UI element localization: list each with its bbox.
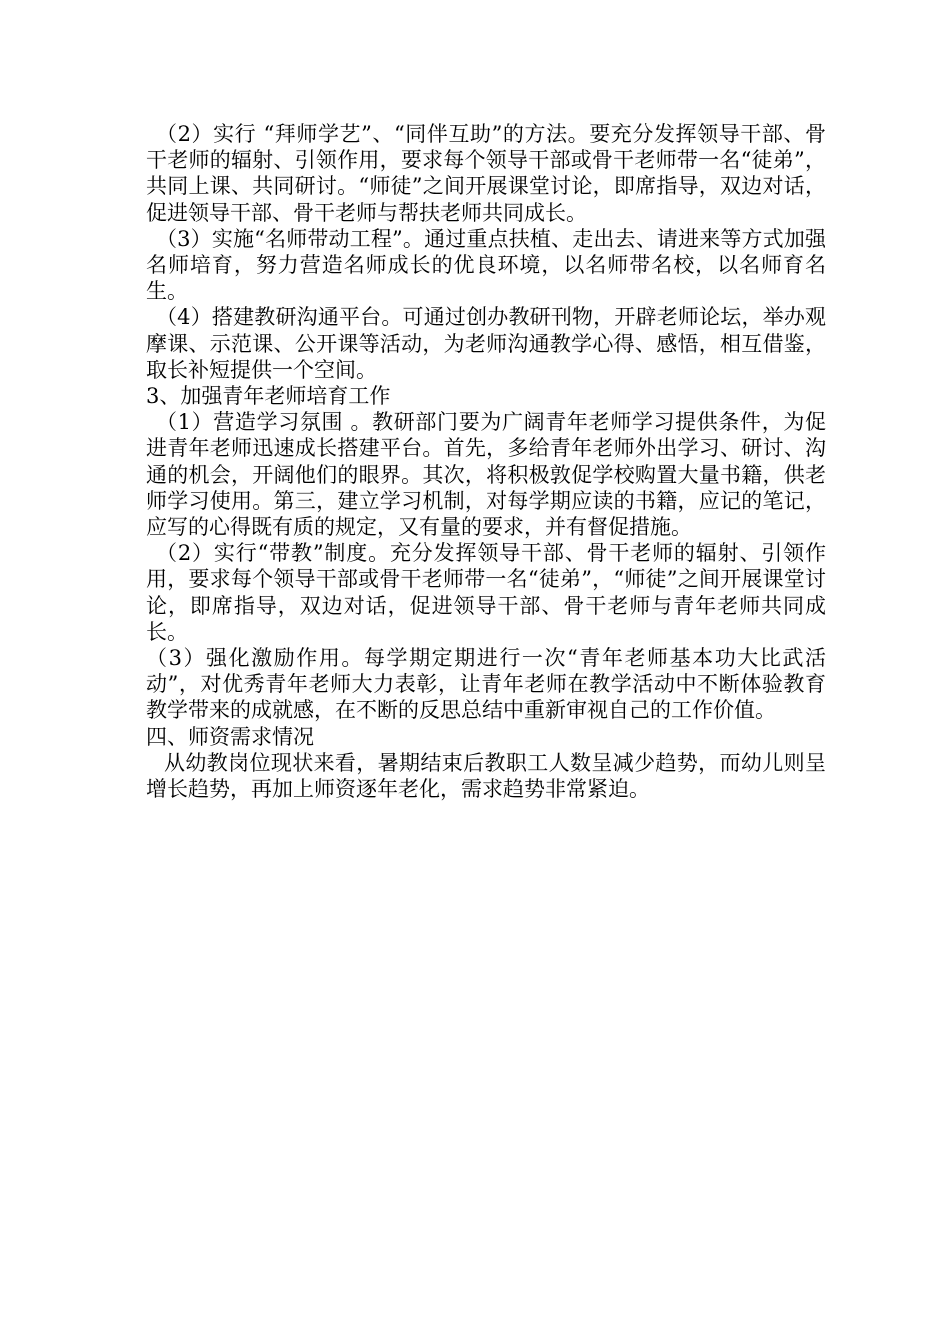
paragraph-research-platform: （4）搭建教研沟通平台。可通过创办教研刊物，开辟老师论坛，举办观摩课、示范课、公开课等活动，为老师沟通教学心得、感悟，相互借鉴，取长补短提供一个空间。 (146, 305, 826, 382)
section-heading-staffing-needs: 四、师资需求情况 (146, 724, 314, 749)
paragraph-staffing-demand: 从幼教岗位现状来看，暑期结束后教职工人数呈减少趋势，而幼儿则呈增长趋势，再加上师资逐年老化，需求趋势非常紧迫。 (146, 750, 826, 802)
paragraph-famous-teacher-project: （3）实施“名师带动工程”。通过重点扶植、走出去、请进来等方式加强名师培育，努力营造名师成长的优良环境，以名师带名校，以名师育名生。 (146, 226, 826, 304)
paragraph-incentives: （3）强化激励作用。每学期定期进行一次“青年老师基本功大比武活动”，对优秀青年老师大力表彰，让青年老师在教学活动中不断体验教育教学带来的成就感，在不断的反思总结中重新审视自己的工作价值。 (146, 646, 826, 723)
paragraph-mentoring-system: （2）实行“带教”制度。充分发挥领导干部、骨干老师的辐射、引领作用，要求每个领导干部或骨干老师带一名“徒弟”，“师徒”之间开展课堂讨论，即席指导，双边对话，促进领导干部、骨干老师与青年老师共同成长。 (146, 541, 826, 644)
section-heading-young-teachers: 3、加强青年老师培育工作 (146, 384, 391, 409)
paragraph-learning-atmosphere: （1）营造学习氛围 。教研部门要为广阔青年老师学习提供条件，为促进青年老师迅速成长搭建平台。首先，多给青年老师外出学习、研讨、沟通的机会，开阔他们的眼界。其次，将积极敦促学校购置大量书籍，供老师学习使用。第三，建立学习机制，对每学期应读的书籍，应记的笔记，应写的心得既有质的规定，又有量的要求，并有督促措施。 (146, 410, 826, 540)
document-body (146, 121, 826, 802)
paragraph-apprenticeship: （2）实行 “拜师学艺”、“同伴互助”的方法。要充分发挥领导干部、骨干老师的辐射、引领作用，要求每个领导干部或骨干老师带一名“徒弟”，共同上课、共同研讨。“师徒”之间开展课堂讨论，即席指导，双边对话，促进领导干部、骨干老师与帮扶老师共同成长。 (146, 122, 826, 225)
